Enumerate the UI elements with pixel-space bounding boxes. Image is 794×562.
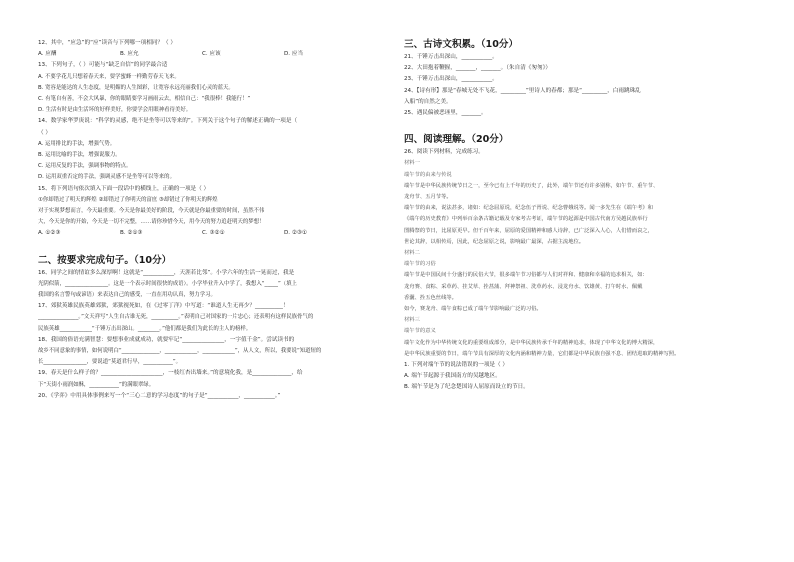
- sub-question-1: 1. 下列对端午节的说法错误的一项是（ ）: [404, 362, 508, 369]
- material-paragraph: 龙舟节、五月节等。: [404, 194, 452, 201]
- question-19-line: 下“天街小雨润如酥，___________”的满眼翠绿。: [38, 381, 155, 388]
- option: A. 应酬: [38, 51, 57, 58]
- question-13-option-d: D. 生活有时是由生活坏的好样美好，你要学会用眼神看待美好。: [38, 107, 192, 114]
- material-paragraph: 端午节的由来，说法甚多，诸如：纪念屈原说，纪念伍子胥说、纪念曹娥说等。闻一多先生在《端午考》和: [404, 205, 653, 212]
- option: A. ①②③: [38, 230, 61, 237]
- material-label: 材料三: [404, 317, 420, 324]
- question-14-option-d: D. 运用双重否定的手法，强调灵感不是坐等可以等来的。: [38, 174, 175, 181]
- option: D. ②③①: [284, 230, 307, 237]
- question-16-line: 我国的名言警句或谚语）来表达自己的感受，一直在用功认真，努力学习。: [38, 292, 216, 299]
- question-18: 18、我国的俗语充满智慧：要想事业成就成功，就要牢记“_______________，一字值千金”。尝试读书的: [38, 336, 295, 343]
- question-14-blank: （ ）: [38, 129, 51, 136]
- question-14-option-a: A. 运用排比的手法，增强气势。: [38, 140, 116, 147]
- material-paragraph: 龙舟赛、食粽、采草药、挂艾草、拴菖蒲、拜神祭祖、洗草药水、浸龙舟水、饮雄黄、打午时水、佩戴: [404, 283, 643, 290]
- question-13-option-a: A. 不要学花儿只想着春天来，要学蜜蜂一样勤劳春天飞来。: [38, 73, 180, 80]
- left-column: [38, 38, 366, 402]
- question-18-line: 长________________，要说道“莫道君行早，___________”。: [38, 359, 182, 366]
- material-label: 材料一: [404, 160, 420, 167]
- material-paragraph: 端午节是中华民族传统节日之一，至今已有上千年的历史了，此外，端午节还有许多别称，如午节、重午节、: [404, 182, 659, 189]
- option: C. 应该: [202, 51, 221, 58]
- sub-question-1-option-b: B. 端午节是为了纪念楚国诗人屈原而设立的节日。: [404, 384, 529, 391]
- question-14-option-c: C. 运用反复的手法，强调事物的特点。: [38, 163, 132, 170]
- question-12-options: [38, 49, 366, 60]
- material-paragraph: 世论其辞，以相传焉，因此，纪念屈原之说，影响最广最深，占据主流地位。: [404, 238, 585, 245]
- question-22: 22、大田抱着鞭握，_______，_______。（朱自清《匆匆》）: [404, 65, 551, 72]
- material-paragraph: 端午文化作为中华传统文化的重要组成部分，是中华民族传承千年的精神追求，体现了中华文化的博大精深，: [404, 339, 659, 346]
- question-15: 15、将下列语句依次填入下面一段话中的横线上，正确的一项是（ ）: [38, 185, 210, 192]
- question-23: 23、千锤万击出深山，___________。: [404, 76, 498, 83]
- material-title: 端午节的由来与传说: [404, 171, 452, 178]
- question-13: 13、下列句子，（ ）可能与“缺乏自信”的同学最合适: [38, 62, 168, 69]
- question-15-text: 对于实现梦想而言，今天最重要。今天是你最美好的阶段，今天就是你最重要的时间，虽然不伟: [38, 208, 265, 215]
- question-17-line: _______________。”文天祥写“人生自古谁无死，__________。”表明自己对国家的一片忠心；还表明有这样民族骨气的: [38, 314, 314, 321]
- question-20: 20、《学弈》中用具体事例来写一个“三心二意的学习态度”的句子是“___________，___________。”: [38, 392, 281, 399]
- question-17-line: 民族英雄____________“千锤万击出深山。________。”他们都是我们为此长的主人的榜样。: [38, 325, 252, 332]
- material-title: 端午节的习俗: [404, 261, 436, 268]
- question-13-option-c: C. 有笔自有善，不会大风暴，你的眼睛要学习画雨云去，相信自己：“我很棒！我能行！”: [38, 96, 251, 103]
- question-12: 12、其中，“应急”的“应”读音与下列哪一项相同？（ ）: [38, 40, 176, 46]
- question-15-items: ①你却错过了明天的辉煌 ②却错过了你明天的富庶 ③却错过了你明天的辉煌: [38, 196, 218, 203]
- question-19: 19、春天是什么样子的？______________________，一枝红杏出墙来。”的意境化我，是______________，给: [38, 370, 303, 377]
- section-2-title: 二、按要求完成句子。（10分）: [38, 254, 172, 266]
- section-3-title: 三、古诗文积累。（10分）: [404, 39, 519, 50]
- sub-question-1-option-a: A. 端午节起源于我国南方的吴越地区。: [404, 373, 501, 380]
- material-paragraph: 如今，赛龙舟、端午食粽已成了端午节影响最广泛的习俗。: [404, 306, 542, 313]
- question-26: 26、阅读下列材料，完成练习。: [404, 149, 484, 156]
- question-15-options: [38, 228, 366, 239]
- material-title: 端午节的意义: [404, 328, 436, 335]
- section-4-title: 四、阅读理解。（20分）: [404, 134, 509, 146]
- material-label: 材料二: [404, 250, 420, 257]
- option: B. ②①③: [120, 230, 143, 237]
- question-15-text: 大，今天是你的开始，今天是一切不完整，……请你珍惜今天，用今天的努力追赶明天的梦想！: [38, 219, 265, 226]
- material-paragraph: 是中华民族重要的节日，端午节具有深厚的文化内涵和精神力量，它们都是中华民族自强不息、团结进取的精神写照。: [404, 350, 680, 357]
- question-24-line: 入船”的自然之美。: [404, 98, 452, 105]
- option: C. ③②①: [202, 230, 225, 237]
- question-14-option-b: B. 运用比喻的手法，增强说服力。: [38, 152, 121, 159]
- material-paragraph: 图腾祭的节日，比屈原更早。但千百年来，屈原的爱国精神和感人诗辞，已广泛深入人心，人们惜而哀之，: [404, 227, 653, 234]
- right-column: [404, 38, 764, 394]
- question-18-line: 故乡不同意象的事情，如何说明白“______________，____________，____________”，从人文，所以，我要说“知道短的: [38, 348, 322, 355]
- question-14: 14、数学家华罗庚说：“科学的灵感，绝不是坐等可以等来的”。下列关于这个句子的解述正确的一项是（: [38, 118, 298, 125]
- question-17: 17、郊狱英雄民族英雄郊狱，郊狱视死如，在《过零丁洋》中写道：“谁道人生无再少？__________！: [38, 303, 289, 310]
- question-21: 21、千锤万击出深山，___________。: [404, 54, 498, 60]
- question-16-line: 光阴似箭，________________。这是一个表示时间很快的成语）。小学毕业升入中学了，我想入“_____”（填上: [38, 280, 297, 287]
- material-paragraph: 端午节是中国民间十分盛行的民俗大节，很多端午节习俗都与人们对祥和、健康和幸福的追求相关，如：: [404, 272, 648, 279]
- material-paragraph: 香囊、拴五色丝线等。: [404, 294, 457, 301]
- question-13-option-b: B. 宽容是能达的人生态度，是明媚的人生图彩，让宽容永远亮丽我们心灵的蓝天。: [38, 84, 234, 91]
- material-paragraph: 《端午的历史教育》中列举百余条古籍记载及专家考古考证，端午节的起源是中国古代南方吴越民族举行: [404, 216, 648, 223]
- question-16: 16、同学之间的情谊多么深厚啊！这就是“___________，天涯若比邻”。小学六年的生活一晃而过，我是: [38, 269, 295, 276]
- option: B. 应允: [120, 51, 139, 58]
- question-25: 25、遇民偏被恶诬里，_______。: [404, 110, 487, 117]
- question-24: 24、【诗有形】那是“春城无处不飞花，_________”里诗人的春都；那是“_________，白雨跳珠乱: [404, 87, 641, 94]
- option: D. 应当: [284, 51, 304, 58]
